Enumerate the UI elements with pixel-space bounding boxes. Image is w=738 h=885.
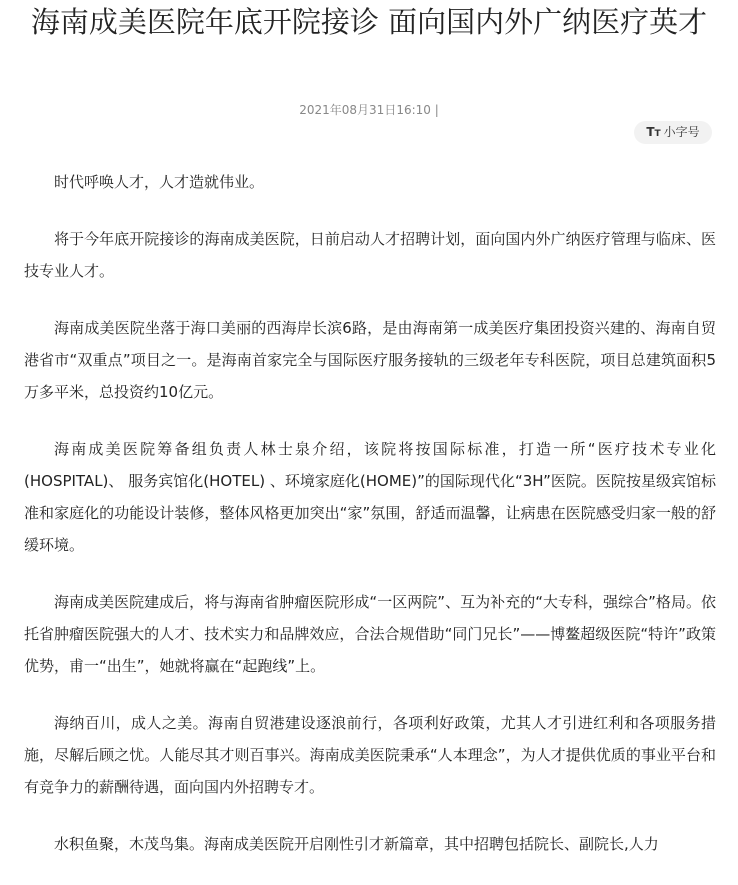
paragraph: 时代呼唤人才，人才造就伟业。 — [54, 173, 265, 191]
text-size-icon: TT — [646, 125, 661, 139]
article-title: 海南成美医院年底开院接诊 面向国内外广纳医疗英才 — [30, 5, 708, 39]
font-size-toggle-label: 小字号 — [663, 125, 700, 139]
article-date: 2021年08月31日16:10 | — [299, 103, 439, 117]
paragraph: 海南成美医院筹备组负责人林士泉介绍，该院将按国际标准，打造一所“医疗技术专业化(HOSPITAL)、 服务宾馆化(HOTEL) 、环境家庭化(HOME)”的国际现代化“3H”医院。医院按星级宾馆标准和家庭化的功能设计装修，整体风格更加突出“家”氛围，舒适而温馨，让病患在医院感受归家一般的舒缓环境。 — [24, 440, 716, 554]
paragraph: 海纳百川，成人之美。海南自贸港建设逐浪前行，各项利好政策，尤其人才引进红利和各项服务措施，尽解后顾之忧。人能尽其才则百事兴。海南成美医院秉承“人本理念”，为人才提供优质的事业平台和有竞争力的薪酬待遇，面向国内外招聘专才。 — [24, 714, 716, 796]
paragraph: 海南成美医院坐落于海口美丽的西海岸长滨6路，是由海南第一成美医疗集团投资兴建的、海南自贸港省市“双重点”项目之一。是海南首家完全与国际医疗服务接轨的三级老年专科医院，项目总建筑面积5万多平米，总投资约10亿元。 — [24, 319, 716, 401]
font-size-toggle-button[interactable] — [634, 121, 712, 144]
article-body — [24, 166, 716, 885]
paragraph: 水积鱼聚，木茂鸟集。海南成美医院开启刚性引才新篇章，其中招聘包括院长、副院长,人力 — [54, 835, 659, 853]
paragraph: 海南成美医院建成后，将与海南省肿瘤医院形成“一区两院”、互为补充的“大专科，强综合”格局。依托省肿瘤医院强大的人才、技术实力和品牌效应，合法合规借助“同门兄长”——博鳌超级医院“特许”政策优势，甫一“出生”，她就将赢在“起跑线”上。 — [24, 593, 716, 675]
paragraph: 将于今年底开院接诊的海南成美医院，日前启动人才招聘计划，面向国内外广纳医疗管理与临床、医技专业人才。 — [24, 230, 716, 280]
